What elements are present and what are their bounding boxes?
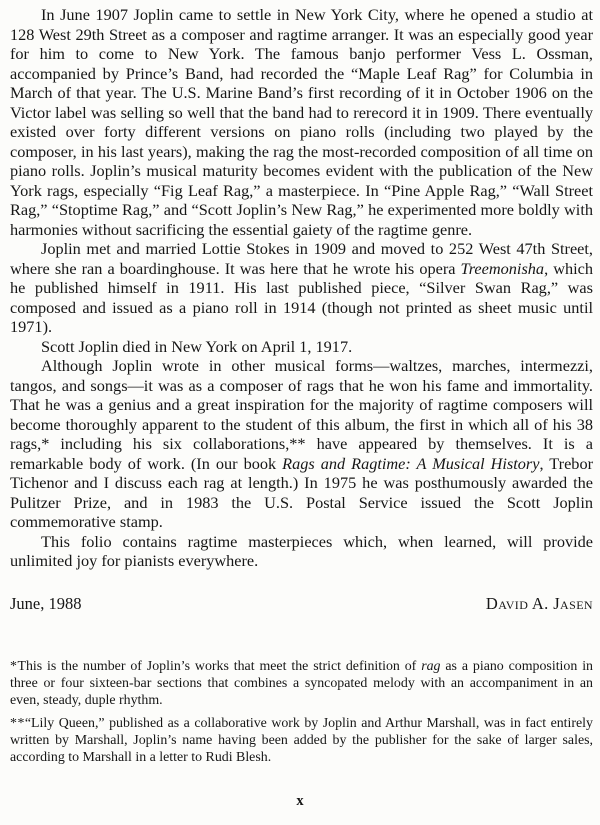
text-run: Although Joplin wrote in other musical forms—waltzes, marches, intermezzi, tangos, and songs—it was as a composer of rags that he won his fame and immortality. That he was a genius and a great inspiration for the majority of ragtime composers will become thoroughly apparent to the student of this album, the first in which all of his 38 rags,* including his six collaborations,** have appeared by themselves. It is a remarkable body of work. (In our book (10, 356, 593, 473)
text-run: rag (421, 659, 441, 674)
signature-author: David A. Jasen (485, 594, 593, 613)
footnote-rag-definition (10, 658, 593, 710)
paragraph-new-york-arrival (10, 5, 593, 239)
paragraph-death (10, 337, 593, 357)
paragraph-folio (10, 532, 593, 571)
signature-date: June, 1988 (10, 594, 82, 613)
page-number: x (296, 793, 304, 809)
text-run: “Lily Queen,” published as a collaborative work by Joplin and Arthur Marshall, was in fact entirely written by Marshall, Joplin’s name having been added by the publisher for the sake of larger sales, according to Marshall in a letter to Rudi Blesh. (10, 715, 593, 766)
introduction-body (10, 5, 593, 571)
paragraph-lottie-stokes (10, 239, 593, 337)
text-run: This is the number of Joplin’s works that meet the strict definition of (17, 659, 422, 674)
text-run: Joplin met and married Lottie Stokes in 1909 and moved to 252 West 47th Street, where she ran a boardinghouse. It was here that he wrote his opera (10, 239, 593, 278)
text-run: , which he published himself in 1911. His last published piece, “Silver Swan Rag,” was composed and issued as a piano roll in 1914 (though not printed as sheet music until 1971). (10, 258, 594, 336)
text-run: ** (10, 715, 25, 731)
footnotes-section (10, 658, 593, 766)
text-run: In June 1907 Joplin came to settle in New York City, where he opened a studio at 128 West 29th Street as a composer and ragtime arranger. It was an especially good year for him to come to New York. The famous banjo performer Vess L. Ossman, accompanied by Prince’s Band, had recorded the “Maple Leaf Rag” for Columbia in March of that year. The U.S. Marine Band’s first recording of it in October 1906 on the Victor label was selling so well that the band had to rerecord it in 1909. There eventually existed over forty different versions on piano rolls (including two played by the composer, in his last years), making the rag the most-recorded composition of all time on piano rolls. Joplin’s musical maturity becomes evident with the publication of the New York rags, especially “Fig Leaf Rag,” a masterpiece. In “Pine Apple Rag,” “Wall Street Rag,” “Stoptime Rag,” and “Scott Joplin’s New Rag,” he experimented more boldly with harmonies without sacrificing the essential gaiety of the ragtime genre. (10, 5, 593, 239)
text-run: * (10, 659, 18, 674)
text-run: Treemonisha (460, 258, 545, 278)
footnote-lily-queen (10, 715, 593, 767)
paragraph-legacy (10, 356, 593, 532)
signature-row (10, 594, 593, 614)
text-run: Rags and Ragtime: A Musical History (282, 453, 540, 473)
text-run: as a piano composition in three or four sixteen-bar sections that combines a syncopated melody with an accompaniment in an even, steady, duple rhythm. (10, 659, 593, 709)
text-run: Scott Joplin died in New York on April 1, 1917. (41, 336, 353, 356)
text-run: , Trebor Tichenor and I discuss each rag at length.) In 1975 he was posthumously awarded the Pulitzer Prize, and in 1983 the U.S. Postal Service issued the Scott Joplin commemorative stamp. (10, 453, 594, 531)
text-run: This folio contains ragtime masterpieces which, when learned, will provide unlimited joy for pianists everywhere. (10, 531, 593, 570)
